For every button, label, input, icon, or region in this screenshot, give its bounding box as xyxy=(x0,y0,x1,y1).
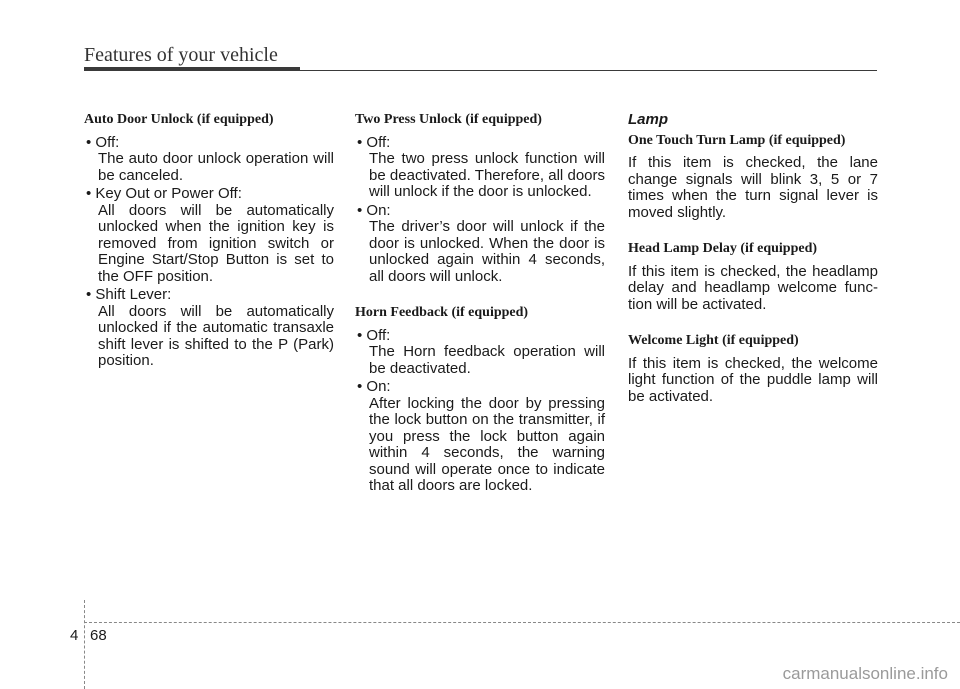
section-heading: Auto Door Unlock (if equipped) xyxy=(84,112,274,127)
page-header-title: Features of your vehicle xyxy=(84,44,278,66)
section-two-press-unlock xyxy=(355,112,605,285)
bullet-label: • Shift Lever: xyxy=(84,287,334,304)
list-item xyxy=(355,203,605,286)
column-2 xyxy=(355,112,605,515)
bullet-description: The auto door unlock operation will be canceled. xyxy=(98,150,334,184)
bullet-description: The Horn feedback operation will be deactivated. xyxy=(369,343,605,377)
bullet-label: • On: xyxy=(355,203,605,220)
section-auto-door-unlock xyxy=(84,112,334,370)
header-rule xyxy=(300,70,877,71)
watermark-link[interactable]: carmanualsonline.info xyxy=(782,664,948,683)
bullet-description: After locking the door by pressing the lock button on the transmitter, if you press the lock button again within 4 seconds, the warning sound will operate once to indicate that all doors are locked. xyxy=(369,394,605,494)
page-number: 68 xyxy=(90,627,107,644)
list-item xyxy=(355,328,605,378)
column-3 xyxy=(628,112,878,425)
column-1 xyxy=(84,112,334,390)
bullet-description: All doors will be automatically unlocked when the ignition key is removed from ignition switch or Engine Start/Stop Button is set to the OFF position. xyxy=(98,201,334,285)
section-heading: Two Press Unlock (if equipped) xyxy=(355,112,542,127)
lamp-heading: Lamp xyxy=(628,111,669,128)
bullet-label: • Off: xyxy=(355,328,605,345)
section-paragraph: If this item is checked, the welcome light function of the puddle lamp will be activated. xyxy=(628,354,878,405)
list-item xyxy=(355,135,605,201)
footer-divider xyxy=(84,600,85,689)
section-heading: Head Lamp Delay (if equipped) xyxy=(628,241,818,256)
section-welcome-light xyxy=(628,333,878,405)
section-heading: Welcome Light (if equipped) xyxy=(628,333,799,348)
bullet-label: • Off: xyxy=(84,135,334,152)
bullet-label: • Key Out or Power Off: xyxy=(84,186,334,203)
section-heading: One Touch Turn Lamp (if equipped) xyxy=(628,132,846,148)
header-bar xyxy=(84,67,300,71)
section-one-touch-turn-lamp xyxy=(628,133,878,222)
section-heading: Horn Feedback (if equipped) xyxy=(355,305,529,320)
bullet-description: The two press unlock function will be deactivated. Therefore, all doors will unlock if the door is unlocked. xyxy=(369,150,605,200)
bullet-label: • On: xyxy=(355,379,605,396)
list-item xyxy=(84,287,334,370)
list-item xyxy=(84,135,334,185)
section-paragraph: If this item is checked, the headlamp delay and headlamp welcome func-tion will be activated. xyxy=(628,262,878,313)
bullet-description: The driver’s door will unlock if the door is unlocked. When the door is unlocked again within 4 seconds, all doors will unlock. xyxy=(369,218,605,285)
list-item xyxy=(355,379,605,495)
bullet-description: All doors will be automatically unlocked if the automatic transaxle shift lever is shifted to the P (Park) position. xyxy=(98,302,334,369)
section-paragraph: If this item is checked, the lane change signals will blink 3, 5 or 7 times when the turn signal lever is moved slightly. xyxy=(628,154,878,221)
section-head-lamp-delay xyxy=(628,241,878,313)
bullet-label: • Off: xyxy=(355,135,605,152)
section-horn-feedback xyxy=(355,305,605,495)
chapter-number: 4 xyxy=(70,627,79,644)
footer-rule xyxy=(84,622,960,623)
list-item xyxy=(84,186,334,285)
